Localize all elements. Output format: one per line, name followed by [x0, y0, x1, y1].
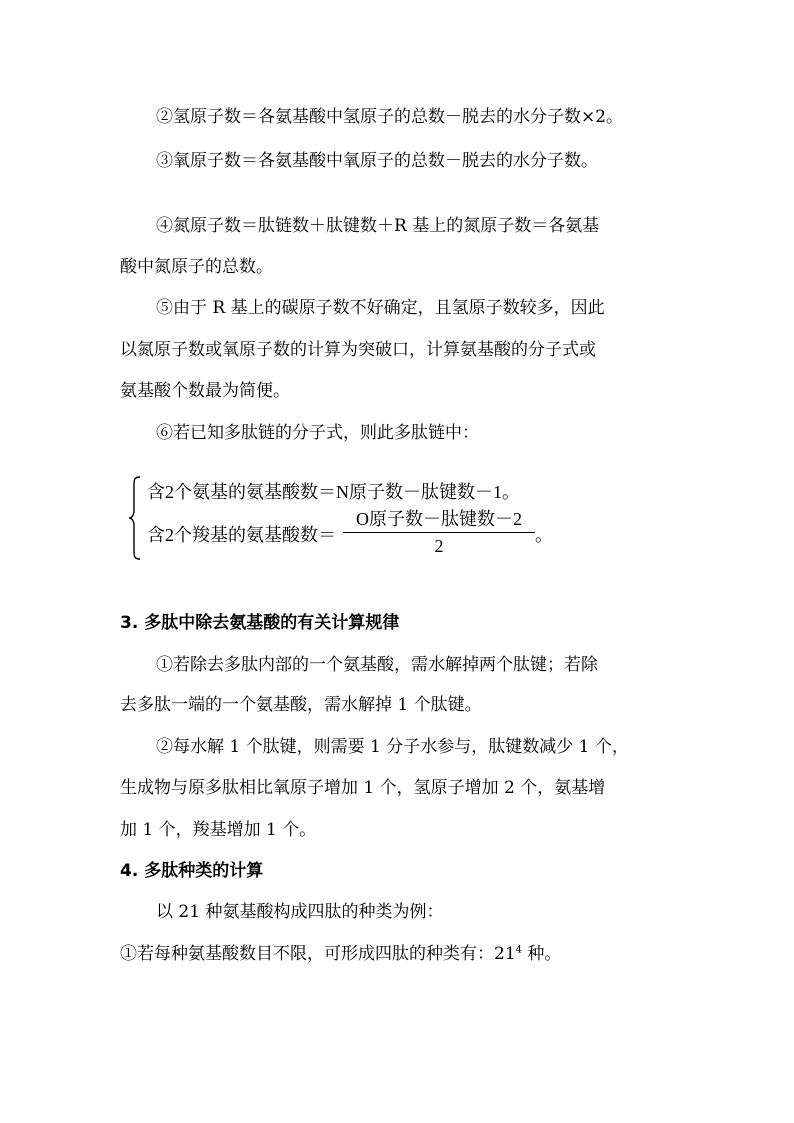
text-line: 酸中氮原子的总数。: [120, 257, 273, 277]
formula-row-amino: 含2个氨基的氨基酸数＝N原子数－肽键数－1。: [147, 482, 520, 502]
text-line: ⑥若已知多肽链的分子式，则此多肽链中：: [156, 423, 479, 443]
left-brace-icon: [128, 476, 142, 560]
text-line: 生成物与原多肽相比氧原子增加 1 个，氢原子增加 2 个，氨基增: [120, 778, 606, 798]
text-line: ⑤由于 R 基上的碳原子数不好确定，且氢原子数较多，因此: [156, 298, 605, 318]
formula-suffix: 。: [535, 525, 553, 545]
text-line: [120, 943, 561, 965]
text-line: 以 21 种氨基酸构成四肽的种类为例：: [156, 902, 444, 922]
formula-fraction: [341, 508, 537, 557]
text-line: ③氧原子数＝各氨基酸中氧原子的总数－脱去的水分子数。: [156, 151, 598, 171]
text-line: ②氢原子数＝各氨基酸中氢原子的总数－脱去的水分子数×2。: [156, 107, 624, 127]
section-heading: 3. 多肽中除去氨基酸的有关计算规律: [120, 613, 400, 633]
text-line: ①若除去多肽内部的一个氨基酸，需水解掉两个肽键；若除: [156, 655, 598, 675]
fraction-denominator: 2: [434, 536, 444, 556]
text-line: 氨基酸个数最为简便。: [120, 381, 290, 401]
text-line: ④氮原子数＝肽链数＋肽键数＋R 基上的氮原子数＝各氨基: [156, 216, 600, 236]
text-line: ②每水解 1 个肽键，则需要 1 分子水参与，肽键数减少 1 个，: [156, 737, 629, 757]
text-line: 以氮原子数或氧原子数的计算为突破口，计算氨基酸的分子式或: [120, 340, 596, 360]
item-suffix: 种。: [522, 944, 562, 964]
text-line: 去多肽一端的一个氨基酸，需水解掉 1 个肽键。: [120, 695, 482, 715]
text-line: 加 1 个，羧基增加 1 个。: [120, 820, 317, 840]
exponent: 4: [515, 944, 523, 956]
section-heading: 4. 多肽种类的计算: [120, 861, 264, 881]
formula-row-carboxyl-prefix: 含2个羧基的氨基酸数＝: [147, 525, 336, 545]
item-text: ①若每种氨基酸数目不限，可形成四肽的种类有：21: [120, 944, 516, 964]
fraction-numerator: O原子数－肽键数－2: [356, 509, 522, 529]
